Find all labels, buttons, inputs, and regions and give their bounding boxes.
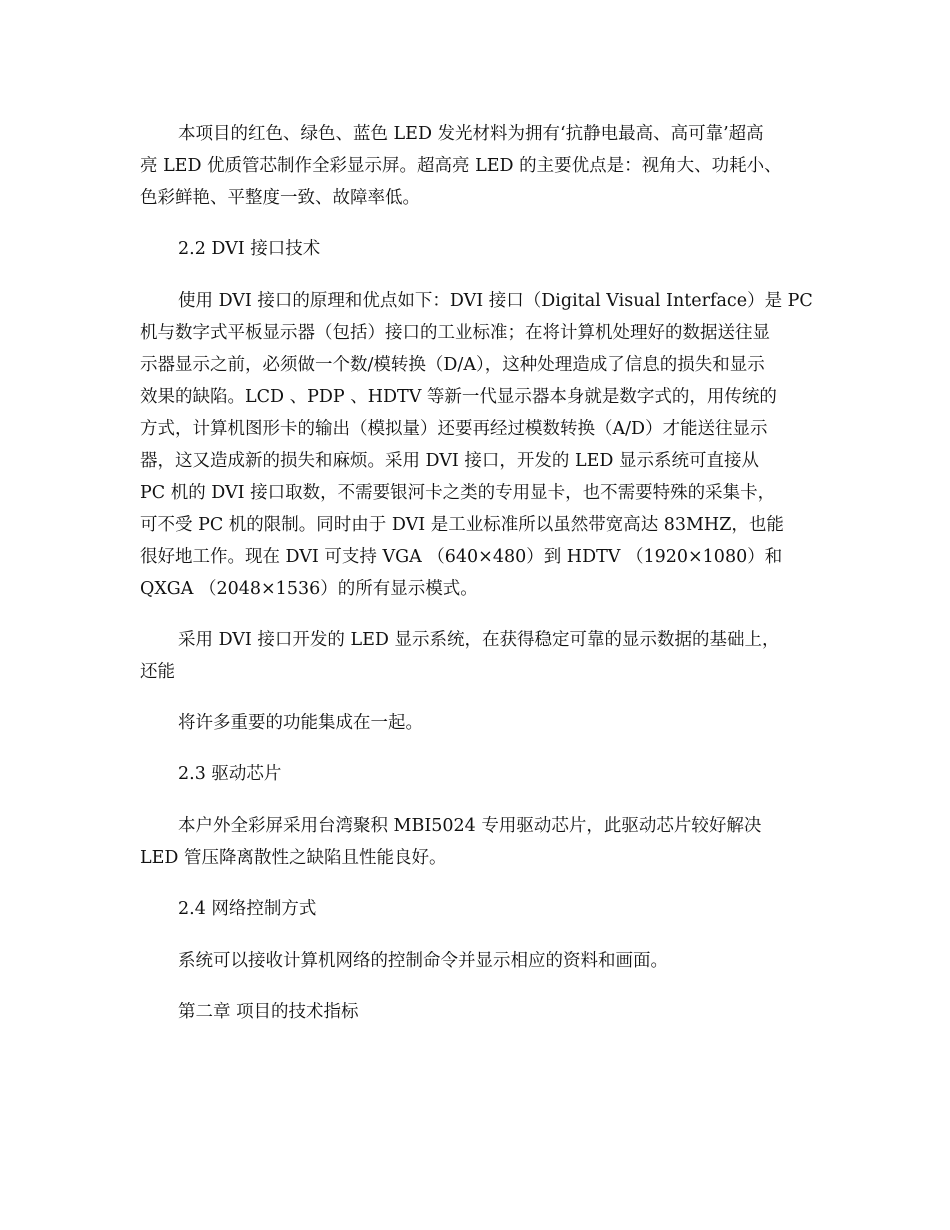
text-line: 效果的缺陷。LCD 、PDP 、HDTV 等新一代显示器本身就是数字式的，用传统的: [140, 387, 777, 407]
text-line: 本项目的红色、绿色、蓝色 LED 发光材料为拥有‘抗静电最高、高可靠’超高: [178, 124, 764, 144]
paragraph-network-control: [140, 945, 820, 977]
text-line: 机与数字式平板显示器（包括）接口的工业标准；在将计算机处理好的数据送往显: [140, 323, 770, 343]
text-line: 可不受 PC 机的限制。同时由于 DVI 是工业标准所以虽然带宽高达 83MHZ，也能: [140, 515, 784, 535]
paragraph-led-materials: [140, 118, 820, 214]
text-line: 很好地工作。现在 DVI 可支持 VGA （640×480）到 HDTV （1920×1080）和: [140, 547, 783, 567]
text-line: 采用 DVI 接口开发的 LED 显示系统，在获得稳定可靠的显示数据的基础上，: [178, 630, 780, 650]
text-line: 亮 LED 优质管芯制作全彩显示屏。超高亮 LED 的主要优点是：视角大、功耗小、: [140, 156, 782, 176]
text-line: QXGA （2048×1536）的所有显示模式。: [140, 579, 478, 599]
paragraph-dvi-system: [140, 624, 820, 688]
text-line: 方式，计算机图形卡的输出（模拟量）还要再经过模数转换（A/D）才能送往显示: [140, 419, 768, 439]
paragraph-dvi-principle: [140, 285, 820, 605]
text-line: LED 管压降离散性之缺陷且性能良好。: [140, 848, 447, 868]
text-line: 将许多重要的功能集成在一起。: [178, 713, 423, 733]
text-line: 色彩鲜艳、平整度一致、故障率低。: [140, 188, 420, 208]
chapter-heading-tech-specs: 第二章 项目的技术指标: [178, 1002, 359, 1022]
document-body: [140, 118, 820, 1048]
paragraph-integration: [140, 707, 820, 739]
text-line: 示器显示之前，必须做一个数/模转换（D/A），这种处理造成了信息的损失和显示: [140, 355, 765, 375]
text-line: 器，这又造成新的损失和麻烦。采用 DVI 接口，开发的 LED 显示系统可直接从: [140, 451, 759, 471]
text-line: 本户外全彩屏采用台湾聚积 MBI5024 专用驱动芯片，此驱动芯片较好解决: [178, 816, 762, 836]
section-heading-network-control: 2.4 网络控制方式: [178, 899, 317, 919]
paragraph-driver-chip: [140, 810, 820, 874]
text-line: 使用 DVI 接口的原理和优点如下：DVI 接口（Digital Visual Interface）是 PC: [178, 291, 813, 311]
section-heading-driver-chip: 2.3 驱动芯片: [178, 764, 282, 784]
text-line: 系统可以接收计算机网络的控制命令并显示相应的资料和画面。: [178, 951, 668, 971]
section-heading-dvi: 2.2 DVI 接口技术: [178, 239, 321, 259]
text-line: 还能: [140, 662, 175, 682]
text-line: PC 机的 DVI 接口取数，不需要银河卡之类的专用显卡，也不需要特殊的采集卡，: [140, 483, 776, 503]
